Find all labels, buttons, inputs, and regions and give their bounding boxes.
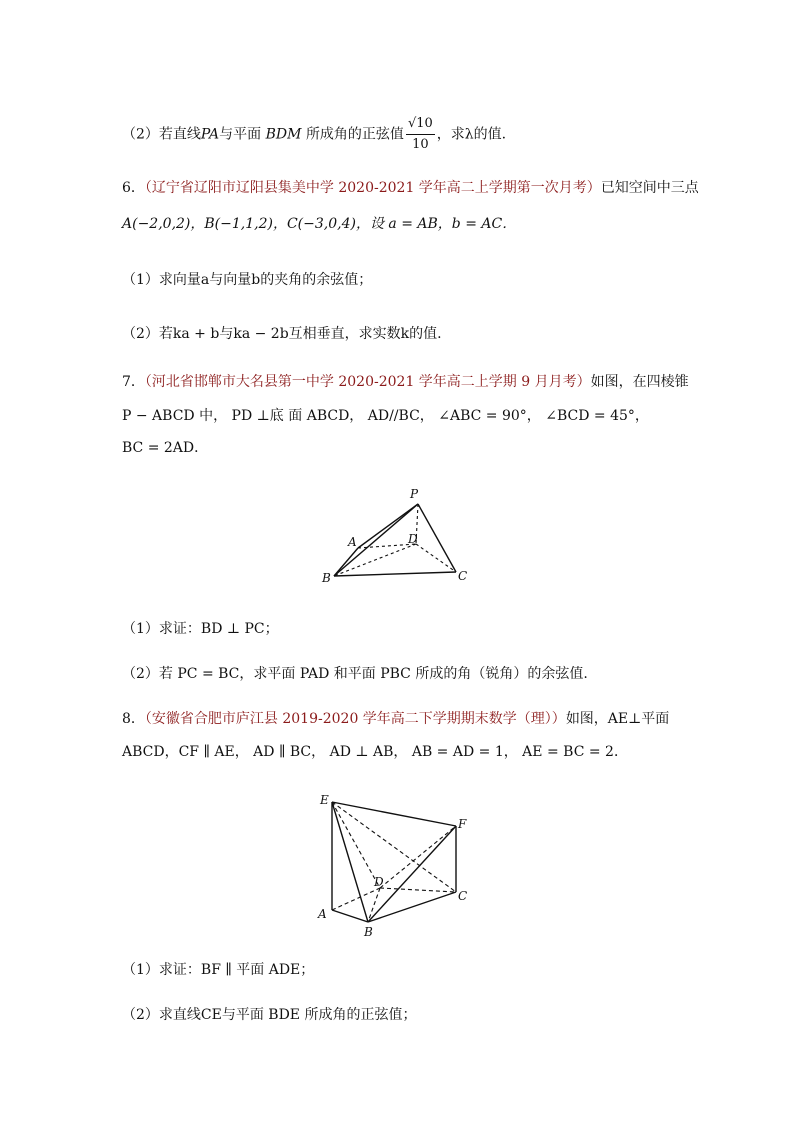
p5-part2-prefix: （2）若直线 [122, 126, 201, 143]
p5-frac-num: √10 [406, 114, 435, 135]
p8-number: 8． [122, 711, 145, 727]
p7-pyramid-figure [320, 486, 480, 586]
p5-var-pa: PA [200, 126, 220, 143]
p8-part1: （1）求证：BF ∥ 平面 ADE； [122, 962, 315, 978]
p5-text-mid: 与平面 [219, 126, 262, 143]
p8-stem [122, 709, 669, 729]
p7-stem [122, 372, 689, 392]
p7-part1: （1）求证：BD ⊥ PC； [122, 621, 279, 637]
p5-fraction [406, 114, 435, 155]
p7-stem-tail: 如图，在四棱锥 [590, 374, 689, 390]
p7-label-c: C [458, 569, 468, 583]
p7-label-b: B [322, 571, 331, 585]
p6-source: （辽宁省辽阳市辽阳县集美中学 2020-2021 学年高二上学期第一次月考） [144, 180, 601, 196]
p7-source: （河北省邯郸市大名县第一中学 2020-2021 学年高二上学期 9 月月考） [144, 374, 591, 390]
p8-source: （安徽省合肥市庐江县 2019-2020 学年高二下学期期末数学（理）） [144, 711, 566, 727]
p7-line2: P − ABCD 中， PD ⊥底 面 ABCD， AD//BC， ∠ABC = 90°， ∠BCD = 45°， [122, 408, 649, 424]
p6-stem [122, 178, 699, 198]
p7-part2: （2）若 PC = BC，求平面 PAD 和平面 PBC 所成的角（锐角）的余弦值. [122, 666, 588, 682]
p7-label-a: A [348, 535, 357, 549]
p5-part2-suffix: ，求λ的值. [436, 126, 507, 143]
p8-label-c: C [458, 889, 468, 903]
p6-vector-def: a = AB，b = AC． [388, 216, 517, 232]
p7-label-d: D [408, 532, 418, 546]
p8-label-a: A [318, 907, 327, 921]
p6-part2: （2）若ka + b与ka − 2b互相垂直，求实数k的值. [122, 326, 442, 342]
p6-points: A(−2,0,2)，B(−1,1,2)，C(−3,0,4)，设 [122, 216, 384, 232]
p5-var-bdm: BDM [265, 126, 302, 143]
p8-stem-tail: 如图，AE⊥平面 [565, 711, 670, 727]
p8-part2: （2）求直线CE与平面 BDE 所成角的正弦值； [122, 1007, 417, 1023]
p7-label-p: P [410, 487, 419, 501]
p7-line3: BC = 2AD． [122, 440, 209, 456]
p8-label-e: E [320, 793, 329, 807]
p5-frac-den: 10 [412, 137, 429, 152]
p5-text-mid2: 所成角的正弦值 [305, 126, 404, 143]
p8-solid-figure [312, 790, 482, 940]
p8-label-b: B [364, 925, 373, 939]
p8-label-d: D [374, 875, 384, 889]
p8-label-f: F [458, 817, 467, 831]
p6-part1: （1）求向量a与向量b的夹角的余弦值； [122, 272, 373, 288]
p6-number: 6． [122, 180, 145, 196]
p6-points-line [122, 214, 516, 234]
p6-stem-tail: 已知空间中三点 [600, 180, 699, 196]
p8-line2: ABCD，CF ∥ AE， AD ∥ BC， AD ⊥ AB， AB = AD = 1， AE = BC = 2． [122, 744, 628, 760]
p5-part2 [122, 114, 506, 155]
p7-number: 7． [122, 374, 145, 390]
